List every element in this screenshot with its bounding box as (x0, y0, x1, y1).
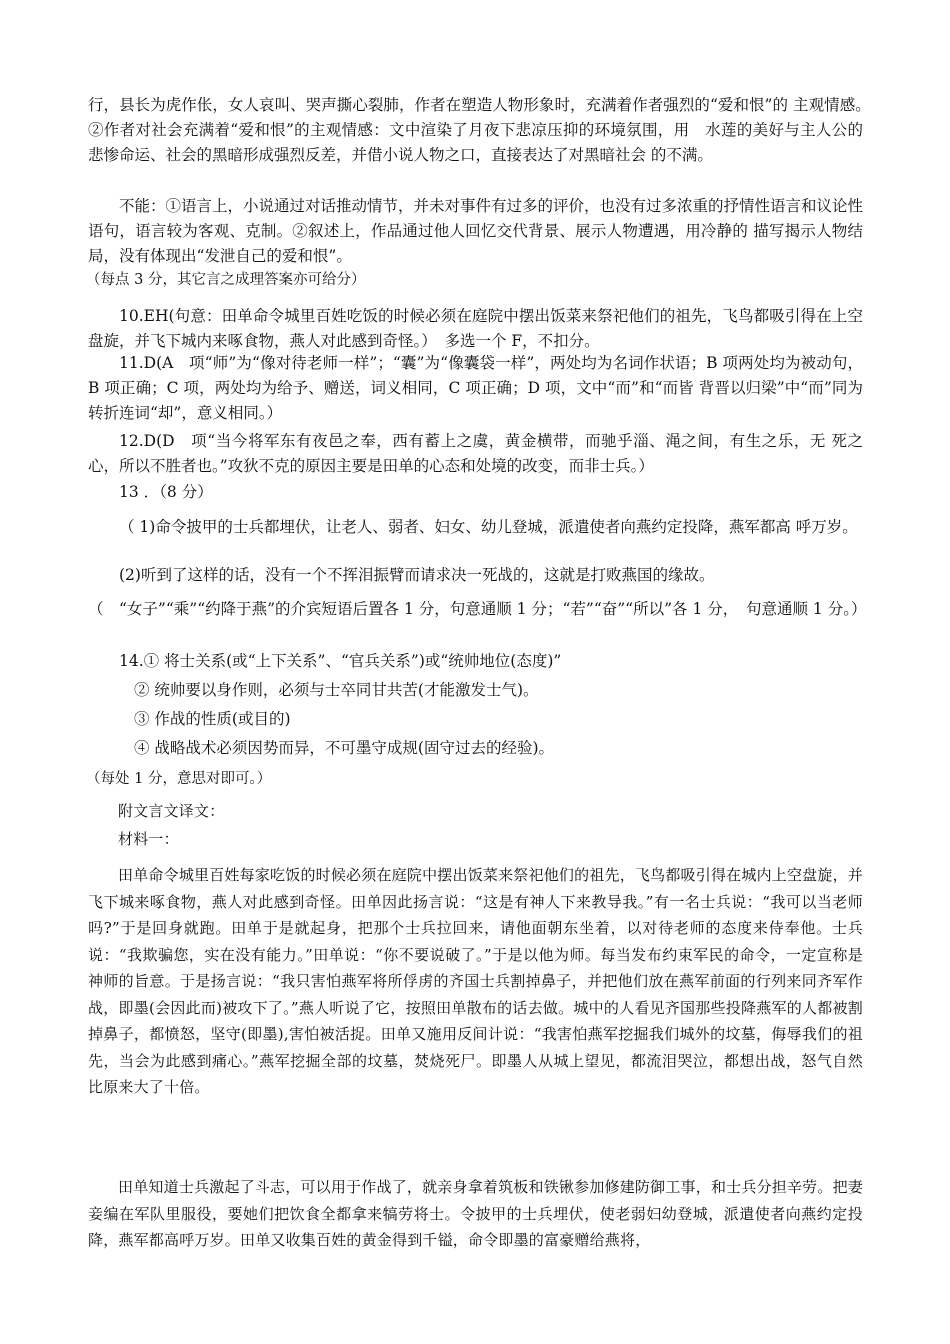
answer-13-title: 13 ．（8 分） (119, 483, 213, 501)
answer-14-item-3: ③ 作战的性质(或目的) (134, 710, 291, 728)
translation-para-2: 田单知道士兵激起了斗志，可以用于作战了，就亲身拿着筑板和铁锹参加修建防御工事，和士兵分担辛劳。把妻妾编在军队里服役，要她们把饮食全都拿来犒劳将士。令披甲的士兵埋伏，使老弱妇幼登城，派遣使者向燕约定投降，燕军都高呼万岁。田单又收集百姓的黄金得到千镒，命令即墨的富豪赠给燕将， (88, 1178, 863, 1249)
answer-10: 10.EH(句意：田单命令城里百姓吃饭的时候必须在庭院中摆出饭菜来祭祀他们的祖先，飞鸟都吸引得在上空盘旋，并飞下城内来啄食物，燕人对此感到奇怪。） 多选一个 F，不扣分。 (88, 307, 863, 350)
answer-13-item-2: (2)听到了这样的话，没有一个不挥泪振臂而请求决一死战的，这就是打败燕国的缘故。 (119, 566, 715, 584)
translation-para-1: 田单命令城里百姓每家吃饭的时候必须在庭院中摆出饭菜来祭祀他们的祖先，飞鸟都吸引得在城内上空盘旋，并飞下城来啄食物，燕人对此感到奇怪。田单因此扬言说：“这是有神人下来教导我。”有一名士兵说：“我可以当老师吗?”于是回身就跑。田单于是就起身，把那个士兵拉回来，请他面朝东坐着，以对待老师的态度来侍奉他。士兵说：“我欺骗您，实在没有能力。”田单说：“你不要说破了。”于是以他为师。每当发布约束军民的命令，一定宣称是神师的旨意。于是扬言说：“我只害怕燕军将所俘虏的齐国士兵割掉鼻子，并把他们放在燕军前面的行列来同齐军作战，即墨(会因此而)被攻下了。”燕人听说了它，按照田单散布的话去做。城中的人看见齐国那些投降燕军的人都被割掉鼻子，都愤怒，坚守(即墨),害怕被活捉。田单又施用反间计说：“我害怕燕军挖掘我们城外的坟墓，侮辱我们的祖先，当会为此感到痛心。”燕军挖掘全部的坟墓，焚烧死尸。即墨人从城上望见，都流泪哭泣，都想出战，怒气自然比原来大了十倍。 (88, 866, 863, 1096)
answer-13-note: （ “女子”“乘”“约降于燕”的介宾短语后置各 1 分，句意通顺 1 分；“若”“奋”“所以”各 1 分， 句意通顺 1 分。） (88, 600, 867, 618)
answer-14-item-2: ② 统帅要以身作则，必须与士卒同甘共苦(才能激发士气)。 (134, 681, 539, 699)
answer-9-para-2: 不能：①语言上，小说通过对话推动情节，并未对事件有过多的评价，也没有过多浓重的抒情性语言和议论性语句，语言较为客观、克制。②叙述上，作品通过他人回忆交代背景、展示人物遭遇，用冷静的 描写揭示人物结局，没有体现出“发泄自己的爱和恨”。 (88, 197, 864, 265)
answer-14-item-4: ④ 战略战术必须因势而异，不可墨守成规(固守过去的经验)。 (134, 739, 555, 757)
answer-12: 12.D(D 项“当今将军东有夜邑之奉，西有蓄上之虞，黄金横带，而驰乎淄、渑之间，有生之乐，无 死之心，所以不胜者也。”攻狄不克的原因主要是田单的心态和处境的改变，而非士兵。） (88, 432, 863, 475)
translation-heading: 附文言文译文： (118, 802, 225, 820)
translation-material-label: 材料一： (118, 830, 179, 848)
answer-14-note: （每处 1 分，意思对即可。） (86, 771, 272, 787)
answer-9-para-1: 行，县长为虎作伥，女人哀叫、哭声撕心裂肺，作者在塑造人物形象时，充满着作者强烈的“爱和恨”的 主观情感。 ②作者对社会充满着“爱和恨”的主观情感：文中渲染了月夜下悲凉压抑的环境氛围，用 水莲的美好与主人公的悲惨命运、社会的黑暗形成强烈反差，并借小说人物之口，直接表达了对黑暗社会 的不满。 (88, 96, 884, 164)
answer-11: 11.D(A 项“师”为“像对待老师一样”；“囊”为“像囊袋一样”，两处均为名词作状语；B 项两处均为被动句，B 项正确；C 项，两处均为给予、赠送，词义相同，C 项正确；D 项，文中“而”和“而皆 背晋以归梁”中“而”同为转折连词“却”，意义相同。） (88, 354, 863, 422)
answer-9-note: （每点 3 分，其它言之成理答案亦可给分） (86, 272, 366, 288)
answer-14-item-1: 14.① 将士关系(或“上下关系”、“官兵关系”)或“统帅地位(态度)” (119, 652, 562, 670)
answer-13-item-1: （ 1)命令披甲的士兵都埋伏，让老人、弱者、妇女、幼儿登城，派遣使者向燕约定投降，燕军都高 呼万岁。 (119, 518, 858, 536)
